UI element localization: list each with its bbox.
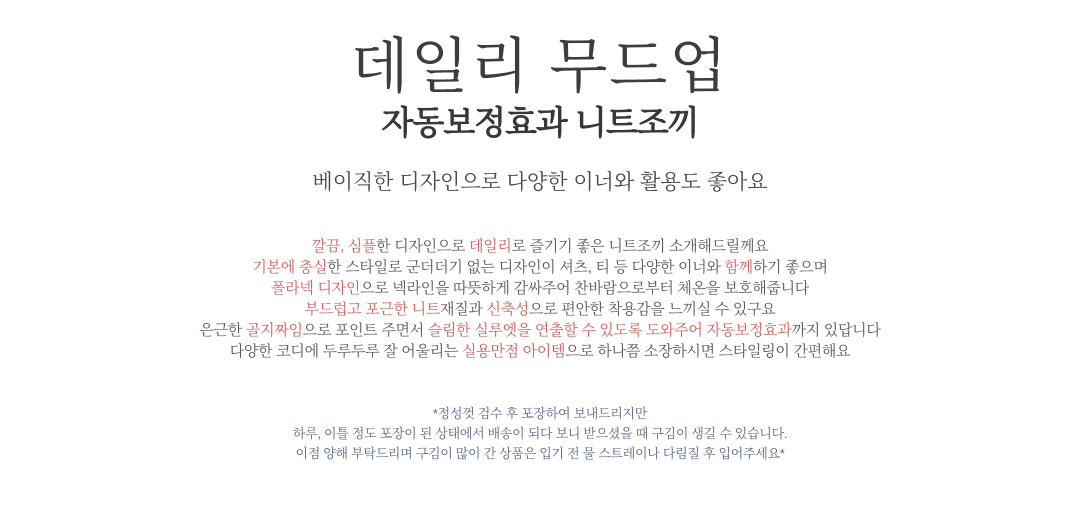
highlighted-text: 함께 (724, 259, 753, 276)
description-line (0, 278, 1080, 299)
highlighted-text: 실용만점 아이템 (461, 343, 566, 360)
shipping-notes (0, 404, 1080, 464)
note-line: 하루, 이틀 정도 포장이 된 상태에서 배송이 되다 보니 받으셨을 때 구김이 생길 수 있습니다. (292, 426, 788, 441)
highlighted-text: 기본에 충실 (252, 259, 328, 276)
plain-text: 로 즐기기 좋은 니트조끼 소개해드릴께요 (511, 238, 769, 255)
highlighted-text: 깔끔, 심플 (311, 238, 377, 255)
highlighted-text: 폴라넥 디자인 (271, 280, 361, 297)
plain-text: 한 디자인으로 (376, 238, 470, 255)
highlighted-text: 슬림한 실루엣을 연출할 수 있도록 도와주어 자동보정효과 (427, 322, 792, 339)
description-line (0, 320, 1080, 341)
plain-text: 으로 하나쯤 소장하시면 스타일링이 간편해요 (565, 343, 851, 360)
plain-text: 까지 있답니다 (791, 322, 881, 339)
description-line (0, 341, 1080, 362)
plain-text: 으로 넥라인을 따뜻하게 감싸주어 찬바람으로부터 체온을 보호해줍니다 (360, 280, 809, 297)
plain-text: 재질과 (440, 301, 487, 318)
plain-text: 하기 좋으며 (752, 259, 828, 276)
plain-text: 은근한 (199, 322, 246, 339)
product-description (0, 236, 1080, 362)
plain-text: 으로 포인트 주면서 (302, 322, 428, 339)
plain-text: 다양한 코디에 두루두루 잘 어울리는 (229, 343, 462, 360)
highlighted-text: 골지짜임 (245, 322, 303, 339)
tagline: 베이직한 디자인으로 다양한 이너와 활용도 좋아요 (312, 171, 768, 194)
note-line: 이점 양해 부탁드리며 구김이 많이 간 상품은 입기 전 물 스트레이나 다림질 후 입어주세요* (295, 446, 785, 461)
highlighted-text: 부드럽고 포근한 니트 (304, 301, 441, 318)
highlighted-text: 데일리 (469, 238, 512, 255)
plain-text: 한 스타일로 군더더기 없는 디자인이 셔츠, 티 등 다양한 이너와 (327, 259, 725, 276)
note-line: *정성껏 검수 후 포장하여 보내드리지만 (432, 406, 648, 421)
description-line (0, 257, 1080, 278)
page-title: 데일리 무드업 (350, 33, 730, 100)
page-subtitle: 자동보정효과 니트조끼 (381, 104, 699, 141)
description-line (0, 236, 1080, 257)
plain-text: 으로 편안한 착용감을 느끼실 수 있구요 (529, 301, 776, 318)
description-line (0, 299, 1080, 320)
highlighted-text: 신축성 (486, 301, 530, 318)
